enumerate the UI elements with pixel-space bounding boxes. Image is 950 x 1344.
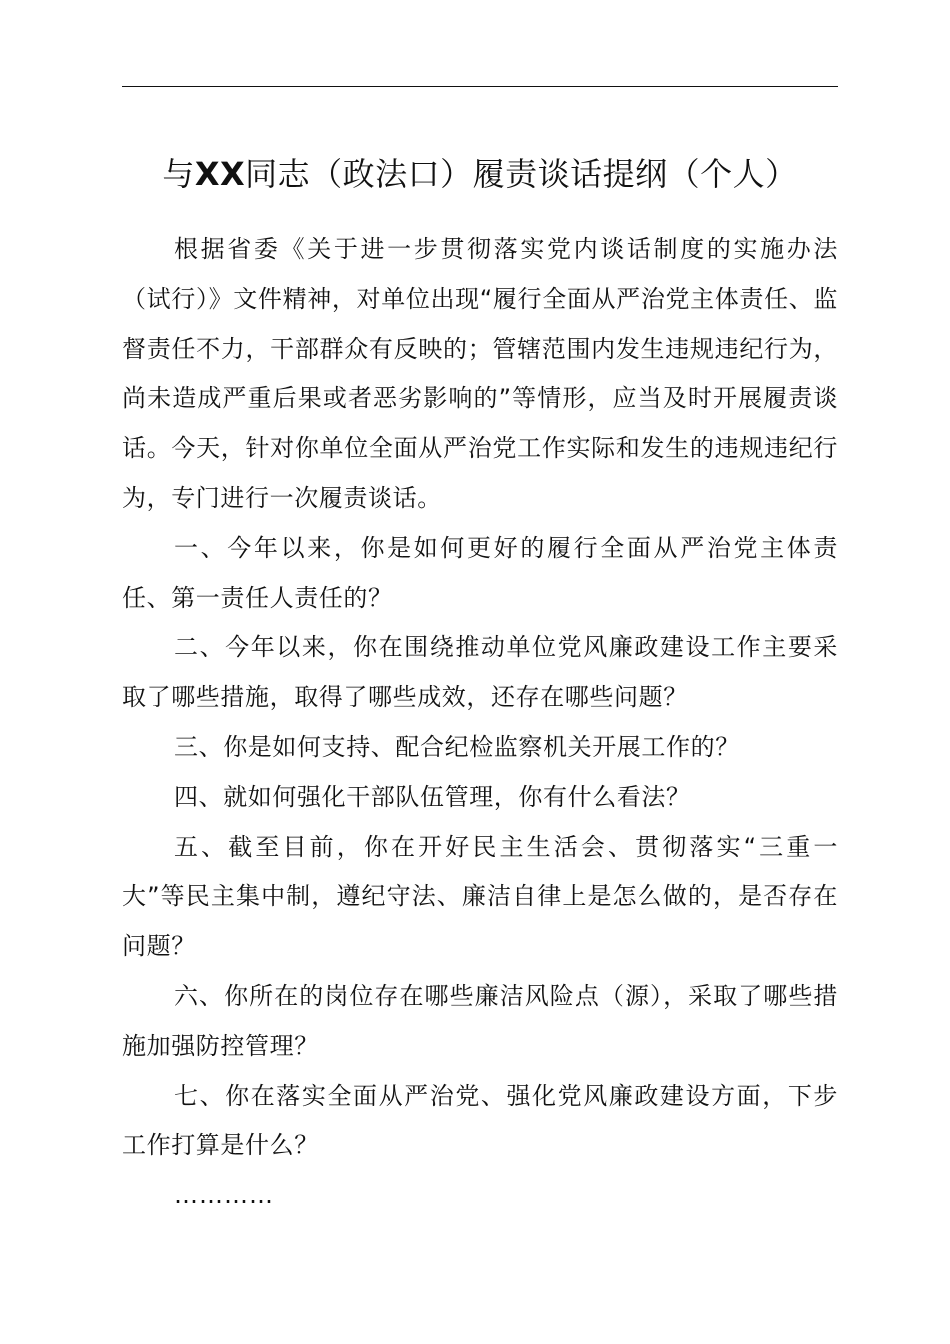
question-3: 三、你是如何支持、配合纪检监察机关开展工作的？	[174, 732, 740, 761]
title-name-placeholder: XX	[194, 155, 246, 193]
intro-paragraph: 根据省委《关于进一步贯彻落实党内谈话制度的实施办法（试行）》文件精神，对单位出现“履行全面从严治党主体责任、监督责任不力，干部群众有反映的；管辖范围内发生违规违纪行为，尚未造成严重后果或者恶劣影响的”等情形，应当及时开展履责谈话。今天，针对你单位全面从严治党工作实际和发生的违规违纪行为，专门进行一次履责谈话。	[122, 235, 838, 512]
question-4: 四、就如何强化干部队伍管理，你有什么看法？	[174, 782, 691, 811]
document-body	[122, 225, 838, 1221]
question-5: 五、截至目前，你在开好民主生活会、贯彻落实“三重一大”等民主集中制，遵纪守法、廉洁自律上是怎么做的，是否存在问题？	[122, 832, 838, 961]
question-2: 二、今年以来，你在围绕推动单位党风廉政建设工作主要采取了哪些措施，取得了哪些成效，还存在哪些问题？	[122, 633, 838, 712]
title-prefix: 与	[162, 155, 195, 193]
header-rule	[122, 86, 838, 87]
document-title	[122, 148, 838, 200]
question-7: 七、你在落实全面从严治党、强化党风廉政建设方面，下步工作打算是什么？	[122, 1081, 838, 1160]
continuation-ellipsis: …………	[174, 1181, 274, 1210]
question-6: 六、你所在的岗位存在哪些廉洁风险点（源），采取了哪些措施加强防控管理？	[122, 981, 838, 1060]
question-1: 一、今年以来，你是如何更好的履行全面从严治党主体责任、第一责任人责任的？	[122, 533, 838, 612]
title-suffix: 同志（政法口）履责谈话提纲（个人）	[245, 155, 798, 193]
